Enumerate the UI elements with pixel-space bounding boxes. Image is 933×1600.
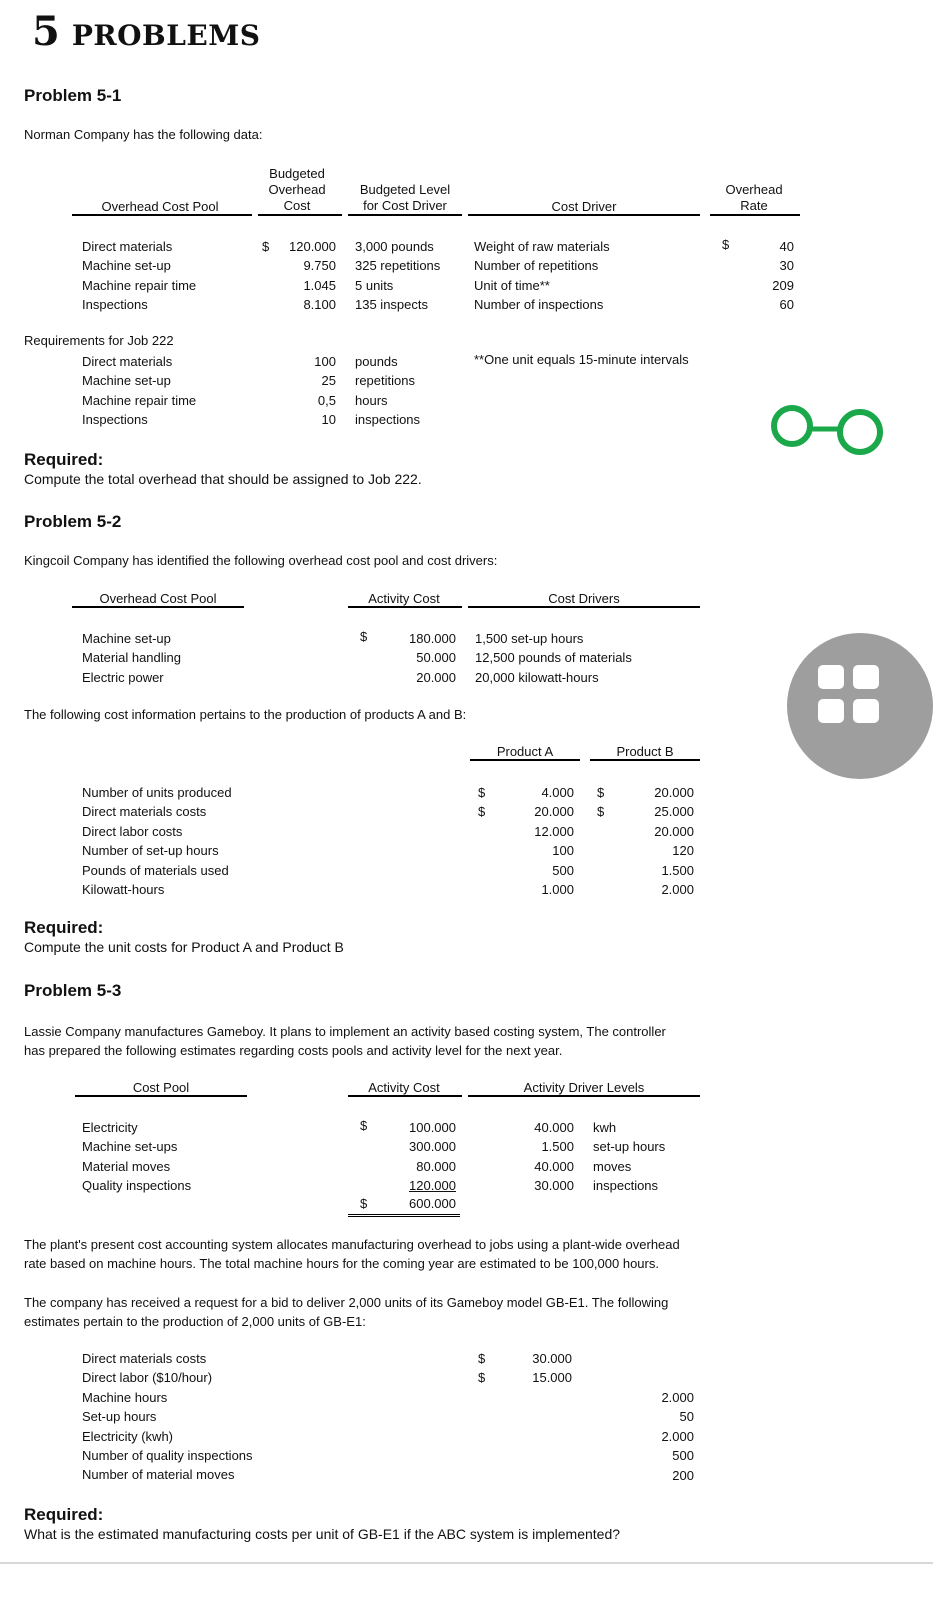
p1-footnote: **One unit equals 15-minute intervals <box>474 352 689 367</box>
table-cell: 209 <box>772 277 794 293</box>
p1-header-driver: Cost Driver <box>551 199 617 214</box>
p3-est-amount <box>508 1349 572 1388</box>
table-cell: 100.000 <box>409 1120 456 1135</box>
table-cell: 200 <box>672 1467 694 1483</box>
table-cell: 5 units <box>355 277 394 293</box>
table-cell: 4.000 <box>541 785 574 800</box>
p3-pool-col <box>82 1118 191 1196</box>
table-cell: Machine set-up <box>82 258 171 274</box>
list-item: Direct materials costs <box>82 1351 207 1366</box>
table-cell: 30 <box>779 258 794 274</box>
table-cell: 20,000 kilowatt-hours <box>475 669 599 685</box>
p3-total-row <box>348 1196 460 1217</box>
table-cell: Number of units produced <box>82 785 232 800</box>
p3-para2: The company has received a request for a bid to deliver 2,000 units of its Gameboy model GB-E1. The following estimates pertain to the production of 2,000 units of GB-E1: <box>24 1295 669 1330</box>
list-item: 10 <box>321 412 336 428</box>
table-cell: 1.045 <box>303 277 336 293</box>
p3-cost-currency: $ <box>360 1118 368 1133</box>
grid-menu-icon <box>787 633 933 779</box>
table-cell: 20.000 <box>654 785 694 800</box>
list-item: Machine set-up <box>82 373 171 389</box>
p1-req-items <box>82 352 196 430</box>
p3-required-text: What is the estimated manufacturing costs per unit of GB-E1 if the ABC system is implemented? <box>24 1526 621 1542</box>
table-cell: 12,500 pounds of materials <box>475 650 632 666</box>
table-cell: 60 <box>779 297 794 313</box>
p1-pool-col <box>82 237 196 315</box>
p3-est-qty <box>630 1388 694 1485</box>
p3-est-currency: $ $ <box>478 1351 486 1386</box>
p1-header-cost: Budgeted Overhead Cost <box>268 166 326 213</box>
table-cell: 20.000 <box>416 669 456 685</box>
p2-intro: Kingcoil Company has identified the following overhead cost pool and cost drivers: <box>24 553 498 568</box>
table-cell: Inspections <box>82 297 148 313</box>
table-cell: 1.500 <box>661 862 694 878</box>
table-cell: Number of inspections <box>474 297 604 313</box>
list-item: repetitions <box>355 373 415 389</box>
p1-req-qty <box>296 352 336 430</box>
table-cell: 25.000 <box>654 804 694 820</box>
list-item: Machine repair time <box>82 392 197 408</box>
table-cell: set-up hours <box>593 1139 666 1155</box>
grid-menu-button[interactable] <box>787 633 933 779</box>
table-cell: Quality inspections <box>82 1178 192 1194</box>
table-cell: 2.000 <box>661 882 694 898</box>
p1-required-text: Compute the total overhead that should be assigned to Job 222. <box>24 471 422 487</box>
table-cell: Direct materials <box>82 239 173 254</box>
p1-rate-currency: $ <box>722 237 730 252</box>
list-item: Set-up hours <box>82 1409 157 1425</box>
p1-driver-col <box>474 237 610 315</box>
table-cell: Material moves <box>82 1158 171 1174</box>
chapter-number: 5 <box>32 8 60 55</box>
p2-header-cost: Activity Cost <box>368 591 440 606</box>
table-cell: Pounds of materials used <box>82 862 229 878</box>
p1-cost-currency: $ <box>262 239 270 254</box>
p1-header-level: Budgeted Level for Cost Driver <box>359 182 451 213</box>
list-item: Electricity (kwh) <box>82 1428 174 1444</box>
p2-intro2: The following cost information pertains to the production of products A and B: <box>24 707 467 722</box>
p2-header-product-b: Product B <box>616 744 674 759</box>
p3-intro: Lassie Company manufactures Gameboy. It plans to implement an activity based costing system, The controller has prepared the following estimates regarding costs pools and activity level for the next year. <box>24 1024 666 1059</box>
p3-cost-col <box>390 1118 456 1196</box>
table-cell: 12.000 <box>534 823 574 839</box>
list-item: pounds <box>355 354 398 369</box>
table-cell: Material handling <box>82 650 182 666</box>
p2-driver-col <box>475 629 632 687</box>
list-item: inspections <box>355 412 421 428</box>
p2-pool-col <box>82 629 181 687</box>
p2-cost-currency: $ <box>360 629 368 644</box>
table-cell: 80.000 <box>416 1158 456 1174</box>
p1-rate-col <box>750 237 794 315</box>
p2-a-col <box>510 783 574 899</box>
table-cell: 180.000 <box>409 631 456 646</box>
table-cell: Machine repair time <box>82 277 197 293</box>
table-cell: 100 <box>552 843 574 859</box>
table-cell: Machine set-ups <box>82 1139 178 1155</box>
table-cell: 2.000 <box>661 1390 694 1405</box>
table-cell: Electricity <box>82 1120 138 1135</box>
p2-b-col <box>628 783 694 899</box>
table-cell: 3,000 pounds <box>355 239 434 254</box>
list-item: Inspections <box>82 412 148 428</box>
table-cell: 300.000 <box>409 1139 456 1155</box>
table-cell: moves <box>593 1158 632 1174</box>
table-cell: Weight of raw materials <box>474 239 610 254</box>
table-cell: 30.000 <box>532 1351 572 1366</box>
p3-est-items <box>82 1349 253 1485</box>
list-item: 0,5 <box>317 392 336 408</box>
table-cell: inspections <box>593 1178 659 1194</box>
table-cell: 30.000 <box>534 1178 574 1194</box>
p3-total-currency: $ <box>360 1196 368 1211</box>
table-cell: 40 <box>779 239 794 254</box>
table-cell: 1,500 set-up hours <box>475 631 584 646</box>
p1-header-rate: Overhead Rate <box>725 182 783 213</box>
table-cell: 120.000 <box>289 239 336 254</box>
p1-intro: Norman Company has the following data: <box>24 127 263 142</box>
p2-prod-items <box>82 783 232 899</box>
table-cell: Unit of time** <box>474 277 550 293</box>
p2-b-currency: $ $ <box>597 785 605 820</box>
table-cell: 120.000 <box>409 1178 456 1194</box>
table-cell: 20.000 <box>654 823 694 839</box>
table-cell: 40.000 <box>534 1158 574 1174</box>
table-cell: 500 <box>672 1448 694 1464</box>
p3-para1: The plant's present cost accounting system allocates manufacturing overhead to jobs using a plant-wide overhead rate based on machine hours. The total machine hours for the coming year are estimated to be 100,000 hours. <box>24 1237 680 1272</box>
table-cell: Number of repetitions <box>474 258 599 274</box>
table-cell: 1.500 <box>541 1139 574 1155</box>
p2-required-text: Compute the unit costs for Product A and Product B <box>24 939 344 955</box>
p2-a-currency: $ $ <box>478 785 486 820</box>
table-cell: 50.000 <box>416 650 456 666</box>
table-cell: 15.000 <box>532 1370 572 1386</box>
list-item: Number of quality inspections <box>82 1448 253 1464</box>
table-cell: Number of set-up hours <box>82 843 219 859</box>
p3-header-cost: Activity Cost <box>368 1080 440 1095</box>
list-item: Machine hours <box>82 1389 168 1405</box>
p2-header-pool: Overhead Cost Pool <box>99 591 217 606</box>
table-cell: 50 <box>679 1409 694 1425</box>
table-cell: 500 <box>552 862 574 878</box>
table-cell: 2.000 <box>661 1428 694 1444</box>
p1-header-pool: Overhead Cost Pool <box>101 199 219 214</box>
table-cell: Direct labor costs <box>82 823 183 839</box>
p2-required-label: Required: <box>24 918 104 937</box>
table-cell: 135 inspects <box>355 297 428 313</box>
p3-total: 600.000 <box>409 1196 456 1211</box>
list-item: 100 <box>314 354 336 369</box>
p3-header-pool: Cost Pool <box>132 1080 190 1095</box>
table-cell: 20.000 <box>534 804 574 820</box>
problem-5-3-title: Problem 5-3 <box>24 981 122 1000</box>
p2-cost-col <box>390 629 456 687</box>
table-cell: Direct materials costs <box>82 804 207 820</box>
list-item: Direct labor ($10/hour) <box>82 1370 213 1386</box>
p3-required-label: Required: <box>24 1505 104 1524</box>
table-cell: Electric power <box>82 669 164 685</box>
table-cell: 325 repetitions <box>355 258 441 274</box>
table-cell: 40.000 <box>534 1120 574 1135</box>
list-item: 25 <box>321 373 336 389</box>
circles-link-icon[interactable] <box>768 398 890 456</box>
table-cell: kwh <box>593 1120 617 1135</box>
problem-5-1-title: Problem 5-1 <box>24 86 122 105</box>
table-cell: Kilowatt-hours <box>82 882 165 898</box>
p1-cost-col <box>270 237 336 315</box>
p1-req-unit <box>355 352 420 430</box>
list-item: hours <box>355 392 388 408</box>
chapter-heading <box>32 8 260 55</box>
p1-level-col <box>355 237 440 315</box>
table-cell: 8.100 <box>303 297 336 313</box>
list-item: Direct materials <box>82 354 173 369</box>
p2-header-product-a: Product A <box>496 744 554 759</box>
table-cell: 120 <box>672 843 694 859</box>
p2-header-driver: Cost Drivers <box>548 591 620 606</box>
p3-unit-col <box>593 1118 665 1196</box>
table-cell: 9.750 <box>303 258 336 274</box>
chapter-title: PROBLEMS <box>71 19 261 52</box>
list-item: Number of material moves <box>82 1467 235 1483</box>
p3-level-col <box>510 1118 574 1196</box>
table-cell: 1.000 <box>541 882 574 898</box>
problem-5-2-title: Problem 5-2 <box>24 512 122 531</box>
p1-required-label: Required: <box>24 450 104 469</box>
table-cell: Machine set-up <box>82 631 171 646</box>
p3-header-driver: Activity Driver Levels <box>523 1080 645 1095</box>
p1-req-title: Requirements for Job 222 <box>24 333 174 348</box>
